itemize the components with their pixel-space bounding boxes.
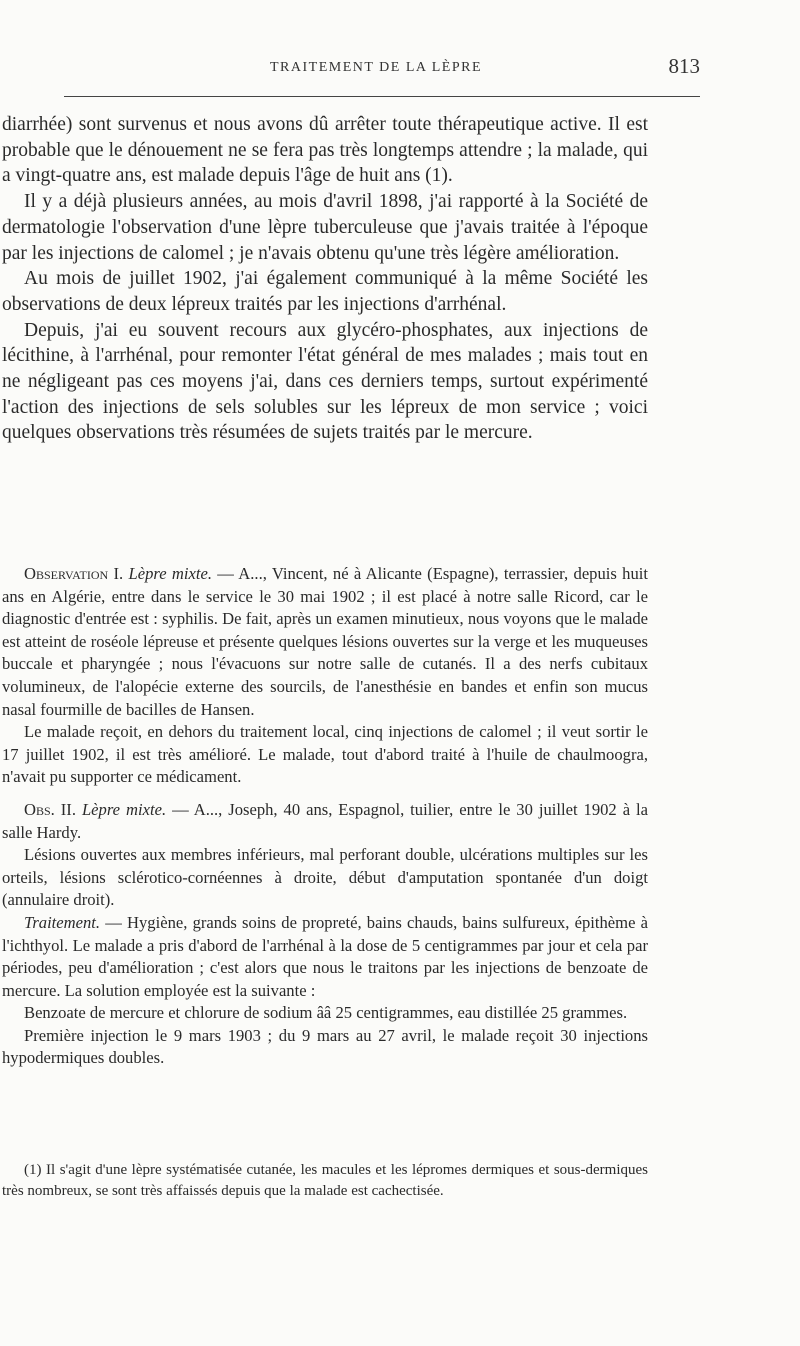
paragraph: Il y a déjà plusieurs années, au mois d'avril 1898, j'ai rapporté à la Société de dermatologie l'observation d'une lèpre tuberculeuse que j'avais traitée à l'époque par les injections de calomel ; je n'avais obtenu qu'une très légère amélioration. bbox=[2, 191, 648, 264]
header-rule bbox=[64, 96, 700, 97]
footnote-text: (1) Il s'agit d'une lèpre systématisée cutanée, les macules et les lépromes dermiques et sous-dermiques très nombreux, se sont très affaissés depuis que la malade est cachectisée. bbox=[2, 1162, 648, 1199]
observation-label: Observation I. bbox=[24, 564, 124, 583]
page-header bbox=[52, 0, 700, 100]
paragraph: Au mois de juillet 1902, j'ai également communiqué à la même Société les observations de deux lépreux traités par les injections d'arrhénal. bbox=[2, 268, 648, 315]
observation-title: Lèpre mixte. bbox=[128, 564, 212, 583]
paragraph: Le malade reçoit, en dehors du traitement local, cinq injections de calomel ; il veut sortir le 17 juillet 1902, il est très amélioré. Le malade, tout d'abord traité à l'huile de chaulmoogra, n'avait pu supporter ce médicament. bbox=[2, 722, 648, 787]
observation-1 bbox=[2, 563, 648, 721]
observations bbox=[2, 563, 648, 1070]
observation-label: Obs. II. bbox=[24, 799, 76, 819]
main-text bbox=[2, 112, 648, 446]
paragraph: Benzoate de mercure et chlorure de sodium ââ 25 centigrammes, eau distillée 25 grammes. bbox=[24, 1003, 628, 1023]
treatment-text: — Hygiène, grands soins de propreté, bains chauds, bains sulfureux, épithème à l'ichthyol. Le malade a pris d'abord de l'arrhénal à la dose de 5 centigrammes par jour et cela par périodes, peu d'amélioration ; c'est alors que nous le traitons par les injections de benzoate de mercure. La solution employée est la suivante : bbox=[2, 912, 648, 1000]
paragraph: diarrhée) sont survenus et nous avons dû arrêter toute thérapeutique active. Il est probable que le dénouement ne se fera pas très longtemps attendre ; la malade, qui a vingt-quatre ans, est malade depuis l'âge de huit ans (1). bbox=[2, 114, 648, 187]
observation-text: — A..., Joseph, 40 ans, Espagnol, tuilier, entre le 30 juillet 1902 à la salle Hardy. bbox=[2, 799, 648, 842]
footnote bbox=[2, 1160, 648, 1202]
paragraph: Depuis, j'ai eu souvent recours aux glycéro-phosphates, aux injections de lécithine, à l'arrhénal, pour remonter l'état général de mes malades ; mais tout en ne négligeant pas ces moyens j'ai, dans ces derniers temps, surtout expérimenté l'action des injections de sels solubles sur les lépreux de mon service ; voici quelques observations très résumées de sujets traités par le mercure. bbox=[2, 319, 648, 444]
observation-text: — A..., Vincent, né à Alicante (Espagne), terrassier, depuis huit ans en Algérie, entre dans le service le 30 mai 1902 ; il est placé à notre salle Ricord, car le diagnostic d'entrée est : syphilis. De fait, après un examen minutieux, nous voyons que le malade est atteint de roséole lépreuse et présente quelques lésions ouvertes sur la verge et les muqueuses buccale et pharyngée ; nous l'évacuons sur notre salle de cutanés. Il a des nerfs cubitaux volumineux, de l'alopécie externe des sourcils, de l'anesthésie en bandes et enfin son mucus nasal fourmille de bacilles de Hansen. bbox=[2, 564, 648, 719]
paragraph: Première injection le 9 mars 1903 ; du 9 mars au 27 avril, le malade reçoit 30 injections hypodermiques doubles. bbox=[2, 1025, 648, 1068]
spacer bbox=[2, 789, 648, 799]
observation-2 bbox=[2, 799, 648, 844]
observation-title: Lèpre mixte. bbox=[81, 799, 167, 819]
treatment-paragraph bbox=[2, 912, 648, 1002]
treatment-label: Traitement. bbox=[24, 912, 101, 932]
paragraph: Lésions ouvertes aux membres inférieurs, mal perforant double, ulcérations multiples sur les orteils, lésions sclérotico-cornéennes à droite, début d'amputation spontanée d'un doigt (annulaire droit). bbox=[2, 845, 648, 910]
page-number: 813 bbox=[668, 54, 700, 78]
running-title: TRAITEMENT DE LA LÈPRE bbox=[269, 60, 482, 75]
page bbox=[52, 0, 700, 100]
